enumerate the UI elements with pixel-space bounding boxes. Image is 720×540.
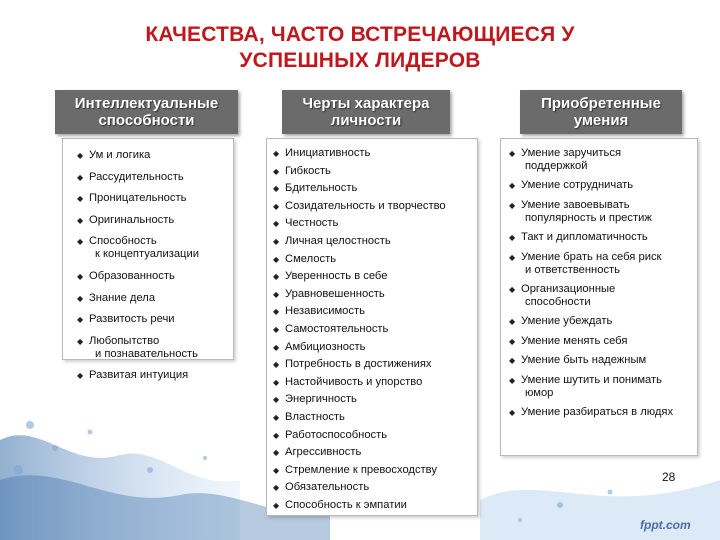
- header-line: умения: [573, 112, 629, 129]
- list-item: ◆ Честность: [271, 217, 473, 230]
- list-item: ◆ Обязательность: [271, 481, 473, 494]
- list-item: ◆ Настойчивость и упорство: [271, 376, 473, 389]
- list-item: ◆ Потребность в достижениях: [271, 358, 473, 371]
- list-item: ◆ Работоспособность: [271, 429, 473, 442]
- column-character: [266, 138, 478, 516]
- list-item: ◆ Смелость: [271, 253, 473, 266]
- header-line: личности: [330, 112, 402, 129]
- column-skills: [500, 138, 698, 456]
- list-item: ◆ Проницательность: [75, 192, 227, 205]
- header-line: Приобретенные: [541, 95, 661, 112]
- list-item: ◆ Организационные способности: [507, 283, 693, 309]
- list-item: ◆ Умение шутить и понимать юмор: [507, 374, 693, 400]
- character-list: [271, 147, 473, 512]
- title-line-1: КАЧЕСТВА, ЧАСТО ВСТРЕЧАЮЩИЕСЯ У: [145, 23, 575, 46]
- list-item: ◆ Гибкость: [271, 165, 473, 178]
- list-item: ◆ Знание дела: [75, 292, 227, 305]
- list-item: ◆ Умение быть надежным: [507, 354, 693, 367]
- list-item: ◆ Такт и дипломатичность: [507, 231, 693, 244]
- list-item: ◆ Умение завоевывать популярность и престиж: [507, 199, 693, 225]
- list-item: ◆ Уравновешенность: [271, 288, 473, 301]
- list-item: ◆ Умение разбираться в людях: [507, 406, 693, 419]
- list-item: ◆ Умение сотрудничать: [507, 179, 693, 192]
- column-header-intellectual: [55, 90, 238, 134]
- header-line: Интеллектуальные: [74, 95, 219, 112]
- list-item: ◆ Стремление к превосходству: [271, 464, 473, 477]
- page-title: [60, 22, 660, 74]
- list-item: ◆ Инициативность: [271, 147, 473, 160]
- list-item: ◆ Умение брать на себя риск и ответственность: [507, 251, 693, 277]
- list-item: ◆ Бдительность: [271, 182, 473, 195]
- header-line: Черты характера: [302, 95, 430, 112]
- list-item: ◆ Энергичность: [271, 393, 473, 406]
- list-item: ◆ Умение заручиться поддержкой: [507, 147, 693, 173]
- list-item: ◆ Развитость речи: [75, 313, 227, 326]
- list-item: ◆ Рассудительность: [75, 171, 227, 184]
- list-item: ◆ Самостоятельность: [271, 323, 473, 336]
- list-item: ◆ Уверенность в себе: [271, 270, 473, 283]
- list-item: ◆ Развитая интуиция: [75, 369, 227, 382]
- list-item: ◆ Агрессивность: [271, 446, 473, 459]
- list-item: ◆ Властность: [271, 411, 473, 424]
- list-item: ◆ Умение менять себя: [507, 335, 693, 348]
- list-item: ◆ Образованность: [75, 270, 227, 283]
- brand-logo: fppt.com: [640, 518, 691, 532]
- skills-list: [507, 147, 693, 419]
- list-item: ◆ Умение убеждать: [507, 315, 693, 328]
- list-item: ◆ Амбициозность: [271, 341, 473, 354]
- list-item: ◆ Независимость: [271, 305, 473, 318]
- list-item: ◆ Личная целостность: [271, 235, 473, 248]
- column-header-skills: [520, 90, 682, 134]
- header-line: способности: [98, 112, 195, 129]
- list-item: ◆ Способность к эмпатии: [271, 499, 473, 512]
- intellectual-list: [75, 149, 227, 382]
- column-intellectual: [62, 138, 234, 382]
- column-header-character: [282, 90, 450, 134]
- title-line-2: УСПЕШНЫХ ЛИДЕРОВ: [239, 49, 481, 72]
- list-item: ◆ Способность к концептуализации: [75, 235, 227, 261]
- list-item: ◆ Любопытство и познавательность: [75, 335, 227, 361]
- list-item: ◆ Ум и логика: [75, 149, 227, 162]
- list-item: ◆ Созидательность и творчество: [271, 200, 473, 213]
- list-item: ◆ Оригинальность: [75, 214, 227, 227]
- page-number: 28: [662, 470, 676, 484]
